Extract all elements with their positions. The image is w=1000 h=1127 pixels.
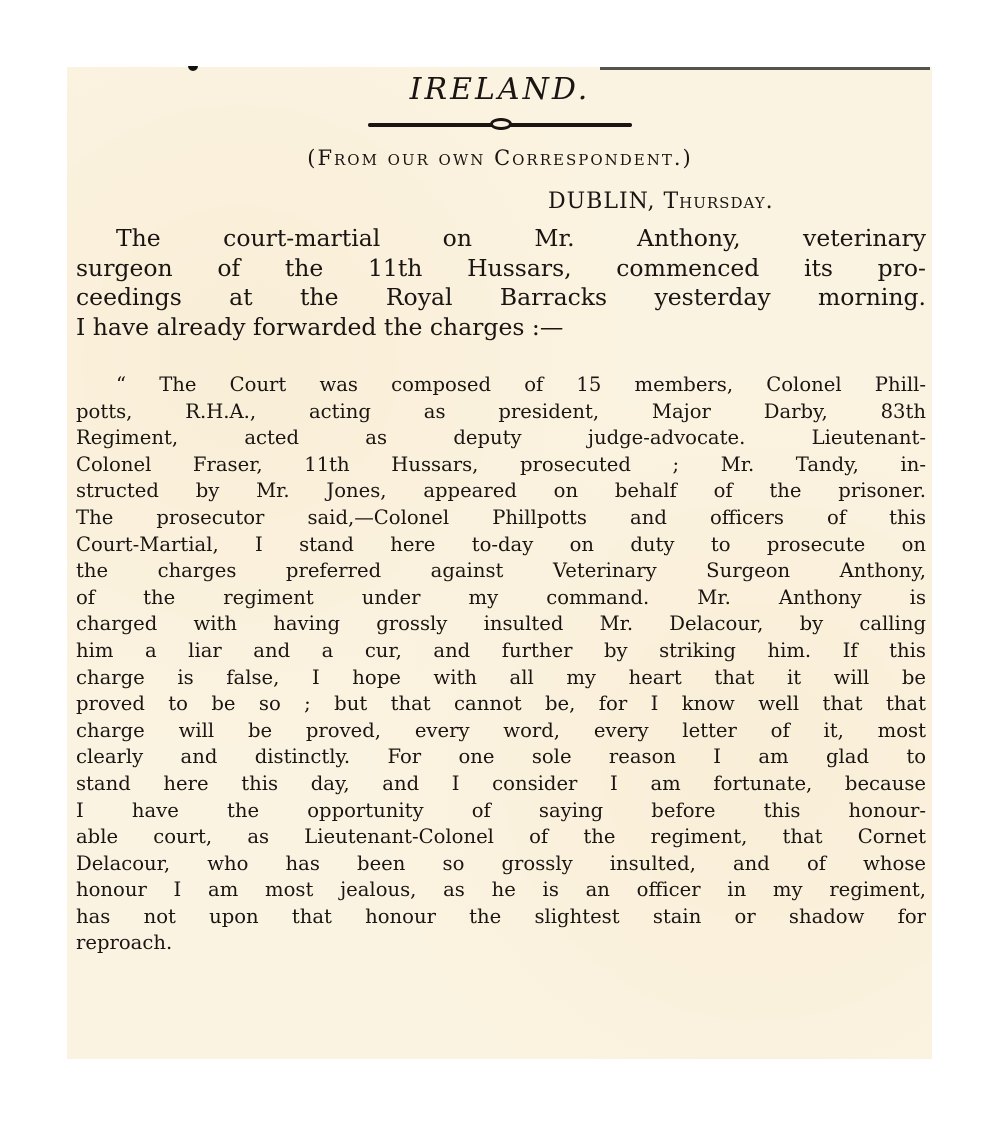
body-line: The prosecutor said,—Colonel Phillpotts and officers of this [76, 505, 926, 529]
lead-line: The court-martial on Mr. Anthony, veterinary [116, 224, 926, 252]
body-line: “ The Court was composed of 15 members, Colonel Phill- [116, 373, 926, 396]
lead-line: ceedings at the Royal Barracks yesterday morning. [76, 283, 926, 311]
body-line: potts, R.H.A., acting as president, Major Darby, 83th [76, 399, 926, 423]
body-line: stand here this day, and I consider I am fortunate, because [76, 771, 926, 795]
body-paragraph [76, 372, 926, 957]
body-line: Regiment, acted as deputy judge-advocate. Lieutenant- [76, 426, 926, 450]
body-line: has not upon that honour the slightest stain or shadow for [76, 904, 926, 928]
body-line: him a liar and a cur, and further by striking him. If this [76, 638, 926, 662]
body-line: clearly and distinctly. For one sole reason I am glad to [76, 745, 926, 769]
body-line: Court-Martial, I stand here to-day on duty to prosecute on [76, 532, 926, 556]
body-line: I have the opportunity of saying before this honour- [76, 798, 926, 822]
ornamental-divider [368, 118, 632, 132]
body-line: reproach. [76, 931, 173, 955]
body-line: Colonel Fraser, 11th Hussars, prosecuted ; Mr. Tandy, in- [76, 452, 926, 476]
top-rule-fragment [600, 67, 930, 70]
lead-line: surgeon of the 11th Hussars, commenced its pro- [76, 253, 926, 282]
body-line: charge is false, I hope with all my heart that it will be [76, 665, 926, 689]
lead-paragraph [76, 224, 926, 342]
body-line: charged with having grossly insulted Mr. Delacour, by calling [76, 612, 926, 636]
lead-line: I have already forwarded the charges :— [76, 312, 564, 341]
body-line: able court, as Lieutenant-Colonel of the regiment, that Cornet [76, 825, 926, 849]
dateline [548, 189, 774, 214]
dateline-day: Thursday. [663, 189, 774, 214]
article-heading: IRELAND. [409, 72, 591, 107]
body-line: Delacour, who has been so grossly insulted, and of whose [76, 851, 926, 875]
correspondent-byline: (From our own Correspondent.) [307, 146, 693, 170]
body-line: of the regiment under my command. Mr. Anthony is [76, 585, 926, 609]
body-line: honour I am most jealous, as he is an officer in my regiment, [76, 878, 926, 902]
dateline-place: DUBLIN, [548, 189, 656, 214]
body-line: proved to be so ; but that cannot be, for I know well that that [76, 692, 926, 716]
body-line: structed by Mr. Jones, appeared on behalf of the prisoner. [76, 479, 926, 503]
body-line: charge will be proved, every word, every letter of it, most [76, 718, 926, 742]
body-line: the charges preferred against Veterinary Surgeon Anthony, [76, 559, 926, 583]
divider-knob [490, 118, 512, 130]
